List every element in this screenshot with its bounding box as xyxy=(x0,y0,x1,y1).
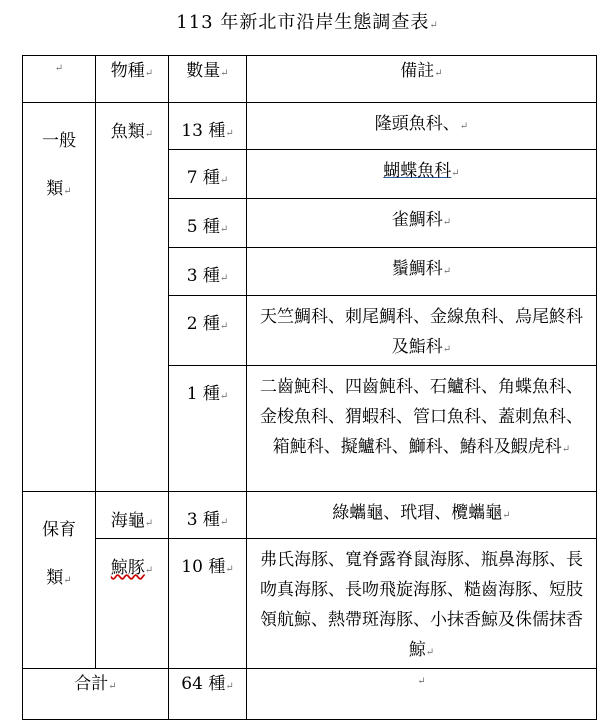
count-cell: 13 種↵ xyxy=(169,103,247,150)
total-count: 64 種↵ xyxy=(169,669,247,720)
total-row xyxy=(23,669,597,720)
header-species: 物種↵ xyxy=(96,56,169,103)
note-cell: 蝴蝶魚科↵ xyxy=(247,150,597,199)
note-cell: 雀鯛科↵ xyxy=(247,199,597,248)
header-count: 數量↵ xyxy=(169,56,247,103)
species-fish: 魚類↵ xyxy=(96,103,169,492)
count-cell: 3 種↵ xyxy=(169,492,247,539)
table-row xyxy=(23,492,597,539)
note-cell: 弗氏海豚、寬脊露脊鼠海豚、瓶鼻海豚、長吻真海豚、長吻飛旋海豚、糙齒海豚、短肢領航鯨、熱帶斑海豚、小抹香鯨及侏儒抹香鯨↵ xyxy=(247,539,597,669)
note-cell: 天竺鯛科、刺尾鯛科、金線魚科、烏尾鮗科及鮨科↵ xyxy=(247,296,597,366)
table-row xyxy=(23,539,597,669)
header-note: 備註↵ xyxy=(247,56,597,103)
count-cell: 3 種↵ xyxy=(169,248,247,296)
species-turtle: 海龜↵ xyxy=(96,492,169,539)
species-cetacean: 鯨豚↵ xyxy=(96,539,169,669)
total-note: ↵ xyxy=(247,669,597,720)
count-cell: 10 種↵ xyxy=(169,539,247,669)
header-row xyxy=(23,56,597,103)
note-cell: 鬚鯛科↵ xyxy=(247,248,597,296)
survey-table xyxy=(22,55,597,720)
category-protected: 保育 類↵ xyxy=(23,492,96,669)
table-row xyxy=(23,103,597,150)
note-cell: 隆頭魚科、↵ xyxy=(247,103,597,150)
count-cell: 2 種↵ xyxy=(169,296,247,366)
count-cell: 7 種↵ xyxy=(169,150,247,199)
header-empty: ↵ xyxy=(23,56,96,103)
note-cell: 二齒魨科、四齒魨科、石鱸科、角蝶魚科、金梭魚科、猬蝦科、管口魚科、蓋刺魚科、箱魨科、擬鱸科、鰤科、鰆科及鰕虎科↵ xyxy=(247,366,597,492)
page-title: 113 年新北市沿岸生態調查表↵ xyxy=(176,12,439,33)
count-cell: 5 種↵ xyxy=(169,199,247,248)
category-general: 一般 類↵ xyxy=(23,103,96,492)
count-cell: 1 種↵ xyxy=(169,366,247,492)
note-cell: 綠蠵龜、玳瑁、欖蠵龜↵ xyxy=(247,492,597,539)
total-label: 合計↵ xyxy=(23,669,169,720)
title-text: 113 年新北市沿岸生態調查表 xyxy=(176,12,430,33)
